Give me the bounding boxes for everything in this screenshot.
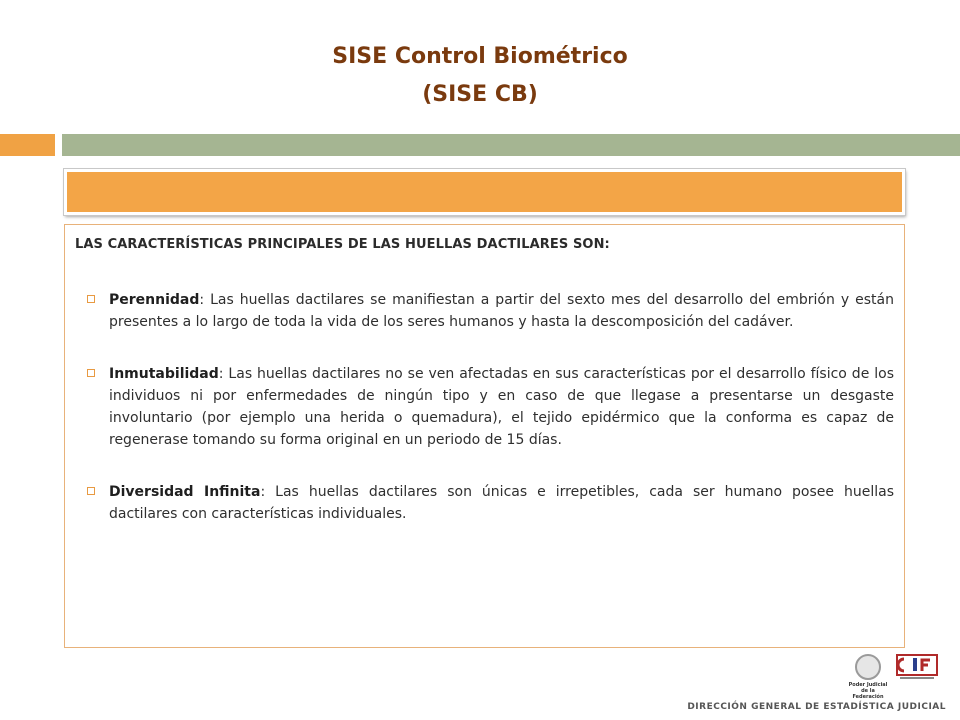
poder-judicial-seal-icon [850,652,886,698]
seal-caption: Poder Judicial de la Federación [848,682,888,700]
list-item-description: : Las huellas dactilares no se ven afectadas en sus características por el desarrollo físico de los individuos ni por enfermedades de ningún tipo y en caso de que llegase a presentarse un desgaste involuntario (por ejemplo una herida o quemadura), el tejido epidérmico que la conforma es capaz de regenerase tomando su forma original en un periodo de 15 días. [109,366,894,448]
content-box [64,224,905,648]
footer-logos [850,652,946,700]
footer-org-name: DIRECCIÓN GENERAL DE ESTADÍSTICA JUDICIAL [687,702,946,712]
cdf-logo-icon [896,654,938,682]
list-item-text [109,363,894,451]
list-item-term: Perennidad [109,292,200,308]
list-item-text [109,481,894,525]
list-item-description: : Las huellas dactilares se manifiestan a partir del sexto mes del desarrollo del embrión y están presentes a lo largo de toda la vida de los seres humanos y hasta la descomposición del cadáver. [109,292,894,330]
section-header-bar [64,169,905,215]
slide-title [0,38,960,114]
list-item-perennidad [75,289,894,333]
list-item-description: : Las huellas dactilares son únicas e irrepetibles, cada ser humano posee huellas dactilares con características individuales. [109,484,894,522]
title-line-1: SISE Control Biométrico [332,44,628,69]
list-item-inmutabilidad [75,363,894,451]
accent-bar-green [62,134,960,156]
list-item-term: Inmutabilidad [109,366,219,382]
title-line-2: (SISE CB) [422,82,538,107]
list-item-term: Diversidad Infinita [109,484,261,500]
list-item-text [109,289,894,333]
square-bullet-icon [87,295,95,303]
square-bullet-icon [87,369,95,377]
list-item-diversidad [75,481,894,525]
content-heading: LAS CARACTERÍSTICAS PRINCIPALES DE LAS HUELLAS DACTILARES SON: [75,237,610,252]
square-bullet-icon [87,487,95,495]
accent-bar-orange [0,134,55,156]
